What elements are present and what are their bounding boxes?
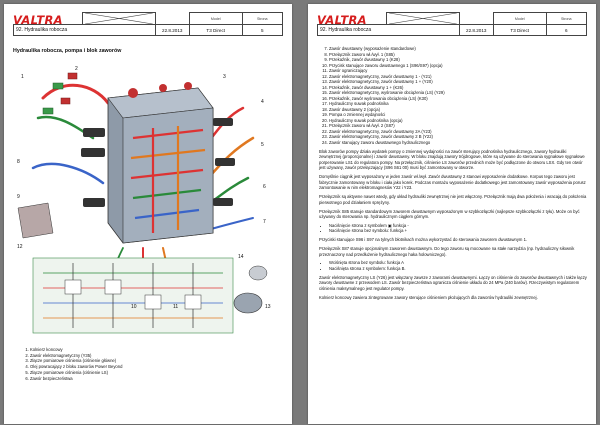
paragraph: Przełącznik są aktywne nawet wtedy, gdy układ hydrauliki zewnętrznej nie jest włączony. Przełącznik mają dwa położenia i wracają do położenia pierwotnego pod działaniem sprężyny. xyxy=(319,194,587,205)
list-item: 23. Zawór elektromagnetyczny, zawór dwustawny 2 B (Y22) xyxy=(329,134,587,140)
svg-text:11: 11 xyxy=(173,304,179,310)
section-title: 92. Hydraulika robocza xyxy=(14,25,156,36)
diagram-title: Hydraulika robocza, pompa i blok zaworów xyxy=(13,48,122,54)
svg-text:6: 6 xyxy=(263,184,266,190)
bullet-list xyxy=(319,223,587,234)
page-number: 5 xyxy=(260,27,264,33)
svg-text:8: 8 xyxy=(17,159,20,165)
document-page-right xyxy=(308,4,596,424)
list-item: 8. Przełącznik zaworu wł./wył. 1 (S85) xyxy=(329,52,587,58)
component-list xyxy=(319,46,587,145)
legend-item: 4. Olej powracający z bloku zaworów Power Beyond xyxy=(30,364,122,370)
paragraph: Przyciski stanujące S96 i S97 na tylnych błotnikach można wykorzystać do sterowania zaworem dwustawnym 1. xyxy=(319,237,528,242)
list-item: 14. Przekaźnik, zawór dwustawny 1 + (K26) xyxy=(329,85,587,91)
page-label: Strona xyxy=(256,16,268,21)
svg-text:13: 13 xyxy=(265,304,271,310)
valtra-logo: VALTRA xyxy=(317,13,367,27)
bullet-item: • Naciśnięcie strona bez symbolu: funkcja + xyxy=(329,228,587,234)
header-blank-cell xyxy=(386,13,459,25)
page-number: 6 xyxy=(564,27,568,33)
bullet-item: • Naciśnięcie strona z symbolem ▣ funkcja - xyxy=(329,223,587,229)
page-body xyxy=(319,46,587,300)
svg-text:14: 14 xyxy=(238,254,244,260)
list-item: 18. Zawór dwustawny 2 (opcja) xyxy=(329,107,587,113)
svg-text:10: 10 xyxy=(131,304,137,310)
document-page-left xyxy=(4,4,292,424)
list-item: 16. Przekaźnik, zawór wyśrowania obciążenia (LS) (K30) xyxy=(329,96,587,102)
list-item: 17. Hydrauliczny suwak podnośnika xyxy=(329,101,587,107)
list-item: 11. Zawór ograniczający xyxy=(329,68,587,74)
model-label: Model xyxy=(210,16,221,21)
bullet-item: • Naciśnięta strona z symbolem: funkcja B. xyxy=(329,266,587,272)
legend-item: 2. Zawór elektromagnetyczny (Y35) xyxy=(30,353,122,359)
doc-date: 22.8.2013 xyxy=(466,27,487,33)
svg-text:9: 9 xyxy=(17,194,20,200)
list-item: 20. Hydrauliczny suwak podnośnika (opcja) xyxy=(329,118,587,124)
paragraph: Kolnierz koncowy zawiera zintegrowane zawory sterujące ciśnieniem płożujących dla zaworów hydrauliki zewnętrznej. xyxy=(319,294,538,300)
paragraph: Domyślnie ciągnik jest wyposażony w jeden zawór wł./wył. Zawór dwustawny 2 stanowi wyposażenie dodatkowe. Korpus tego zaworu jest fabrycznie zamontowany w bloku i ciała jako korek. Podczas montażu wyposażenie dodatkowego jest zamontowany zawór wyposażenia porusz zamontowanie w nim elektromagnesów Y22 i Y23. xyxy=(319,174,586,190)
paragraph: Zawór elektromagnetyczny LS (Y26) jest włączany zawsze z zaworami dwustawnymi. Łączy on ciśnienie do zaworów dwustawnych i także łączy zawory dwustawne z przewodem LS. Zawór bezpieczeństwa ogranicza ciśnienie układu do 24 MPa (240 barów). Rzeczywistym regulatorem ciśnienia maksymalnego jest regulator pompy. xyxy=(319,274,587,291)
model-value: T3 Direct xyxy=(206,27,226,33)
legend-item: 1. Kolnierz koncowy xyxy=(30,347,122,353)
list-item: 9. Przekaźnik, zawór dwustawny 1 (K28) xyxy=(329,57,587,63)
svg-text:4: 4 xyxy=(261,99,264,105)
legend-item: 6. Zawór bezpieczeństwa xyxy=(30,376,122,382)
list-item: 21. Przełącznik zaworu wł./wył. 2 (S87) xyxy=(329,123,587,129)
list-item: 12. Zawór elektromagnetyczny, zawór dwustawny 1 - (Y21) xyxy=(329,74,587,80)
doc-date: 22.8.2013 xyxy=(162,27,183,33)
bullet-item: • Wciśnięta strona bez symbolu: funkcja A xyxy=(329,260,587,266)
paragraph: Przełącznik S87 stanuje opcjonalnym zaworem dwustawnym. Do tego zaworu są mocowane na stałe narzędzia (np. hydrauliczny siłownik przeznaczony nad przedłużenie hydraulicznego haka holowniczego). xyxy=(319,246,575,257)
model-value: T3 Direct xyxy=(510,27,530,33)
diagram-legend xyxy=(22,347,122,381)
list-item: 13. Zawór elektromagnetyczny, zawór dwustawny 1 + (Y20) xyxy=(329,79,587,85)
svg-text:7: 7 xyxy=(263,219,266,225)
list-item: 22. Zawór elektromagnetyczny, zawór dwustawny 2A (Y23) xyxy=(329,129,587,135)
hydraulic-diagram xyxy=(13,58,283,340)
list-item: 7. Zawór dwustawny (wyposażenie standardowe) xyxy=(329,46,587,52)
legend-item: 5. Złącze pomiarowe ciśnienia (ciśnienie LS) xyxy=(30,370,122,376)
valtra-logo: VALTRA xyxy=(13,13,63,27)
list-item: 10. Przycisk stanujące zaworu dwustawnego 1 (S96/S97) (opcja) xyxy=(329,63,587,69)
legend-item: 3. Złącze pomiarowe ciśnienia (ciśnienie główne) xyxy=(30,358,122,364)
bullet-list xyxy=(319,260,587,271)
list-item: 24. Zawór stanujący zaworu dwustawnego hydraulicznego xyxy=(329,140,587,146)
paragraph: Blok zaworów pompy działa wydatek pompy o zmiennej wydajności na zawór sterujący podnośnika hydraulicznego, zawory hydrauliki zewnętrznej (proporcjonalne) i zawór dwustawny. W bloku znajdują zawory trójdrogowe, które są używane do sterowania sygnałowe sygnałowe porperowanie LS1 do regulatora pompy. Na przełącznik, ciśnienie LS zaworów przednich może być podłączone do otworu LSX. Gdy ten otwór jest używany, zawór przełączający (S96 S61 00) musi być zamontowany w otworze. xyxy=(319,148,585,170)
header-blank-cell xyxy=(82,13,155,25)
svg-text:12: 12 xyxy=(17,244,23,250)
section-title: 92. Hydraulika robocza xyxy=(318,25,460,36)
paragraph: Przełącznik S85 stanuje standardowym zaworem dwustawnym wyposażonym w szybkozłączki (najlepsze szybkozłączki z tyłu). Może on być używany do sterowania np. hydraulicznym ciągłem górnym. xyxy=(319,208,580,219)
svg-text:3: 3 xyxy=(223,74,226,80)
svg-text:5: 5 xyxy=(261,142,264,148)
svg-text:2: 2 xyxy=(75,66,78,72)
model-label: Model xyxy=(514,16,525,21)
page-label: Strona xyxy=(560,16,572,21)
list-item: 19. Pompa o zmiennej wydajności xyxy=(329,112,587,118)
list-item: 15. Zawór elektromagnetyczny, wyśrowanie obciążenia (LS) (Y29) xyxy=(329,90,587,96)
svg-text:1: 1 xyxy=(21,74,24,80)
